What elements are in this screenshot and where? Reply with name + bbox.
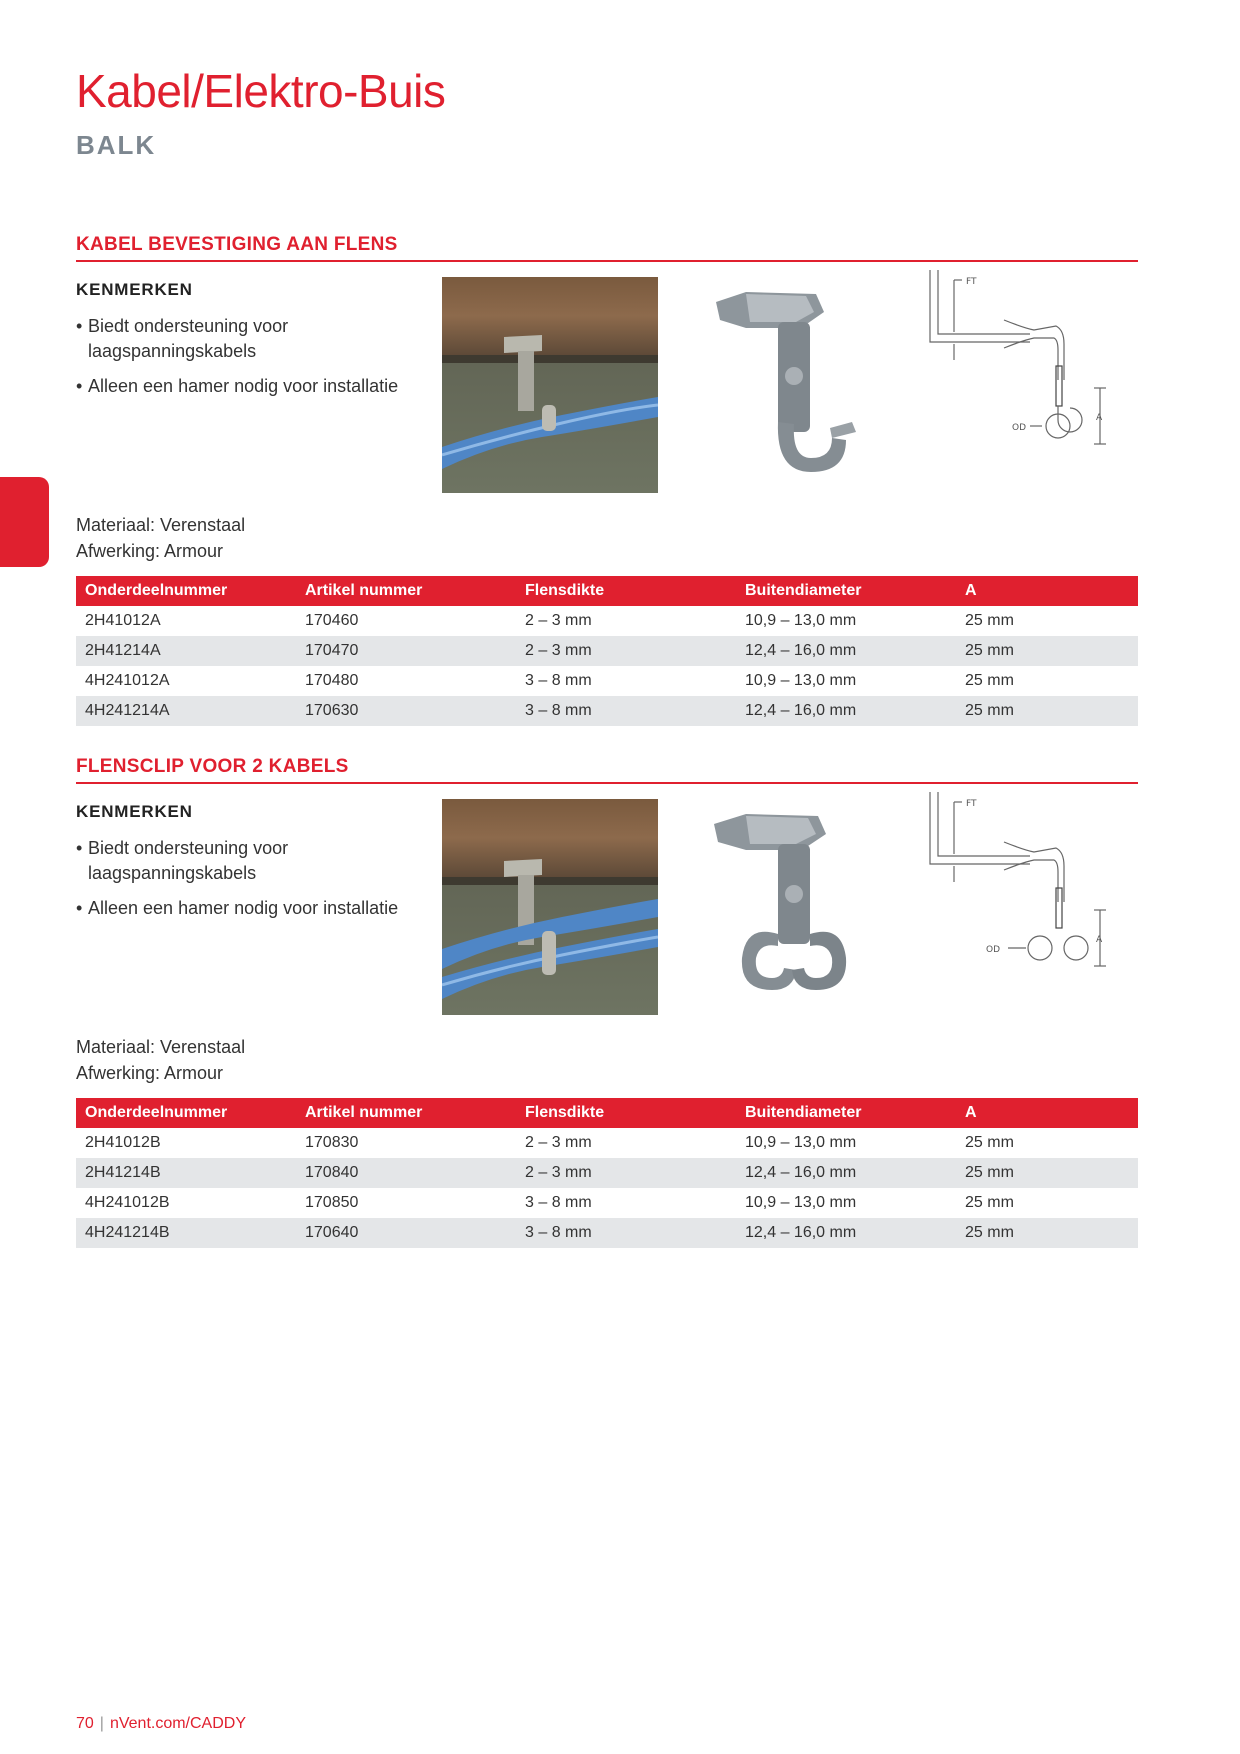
page-number: 70 — [76, 1715, 94, 1732]
table-cell: 170480 — [305, 672, 359, 689]
table-row — [76, 1128, 1138, 1158]
col-header: Flensdikte — [516, 1098, 736, 1128]
col-header: Onderdeelnummer — [76, 1098, 296, 1128]
table-cell: 2 – 3 mm — [516, 636, 736, 666]
finish-text: Afwerking: Armour — [76, 541, 224, 561]
table-cell: 170840 — [296, 1158, 516, 1188]
table-cell: 4H241012A — [85, 672, 170, 689]
installation-photo — [442, 277, 658, 493]
table-cell: 2H41214A — [76, 636, 296, 666]
table-cell: 10,9 – 13,0 mm — [745, 672, 857, 689]
table-cell: 25 mm — [956, 636, 1138, 666]
footer-link[interactable]: nVent.com/CADDY — [109, 1715, 247, 1732]
table-cell: 12,4 – 16,0 mm — [736, 636, 956, 666]
dimension-diagram — [924, 792, 1134, 992]
diagram-label-od: OD — [986, 945, 1001, 955]
table-cell: 25 mm — [956, 696, 1138, 726]
table-cell: 10,9 – 13,0 mm — [745, 1194, 857, 1211]
table-cell: 25 mm — [956, 1218, 1138, 1248]
table-cell: 12,4 – 16,0 mm — [736, 1218, 956, 1248]
page-subtitle: BALK — [76, 130, 157, 160]
diagram-label-a: A — [1096, 413, 1103, 423]
table-row — [76, 1188, 1138, 1218]
table-cell: 4H241214B — [76, 1218, 296, 1248]
table-cell: 170830 — [305, 1134, 359, 1151]
table-cell: 2 – 3 mm — [525, 612, 592, 629]
table-cell: 25 mm — [965, 1134, 1014, 1151]
material-info — [76, 512, 245, 564]
table-row — [76, 636, 1138, 666]
section-title: KABEL BEVESTIGING AAN FLENS — [76, 234, 1138, 262]
table-row — [76, 606, 1138, 636]
table-cell: 12,4 – 16,0 mm — [736, 1158, 956, 1188]
diagram-label-a: A — [1096, 935, 1103, 945]
table-cell: 3 – 8 mm — [516, 1218, 736, 1248]
table-cell: 25 mm — [965, 612, 1014, 629]
table-row — [76, 696, 1138, 726]
table-cell: 170460 — [305, 612, 359, 629]
features-block — [76, 280, 416, 409]
material-info — [76, 1034, 245, 1086]
table-cell: 10,9 – 13,0 mm — [745, 612, 857, 629]
col-header: A — [956, 576, 1138, 606]
table-cell: 3 – 8 mm — [525, 1194, 592, 1211]
side-tab-marker — [0, 477, 49, 567]
material-text: Materiaal: Verenstaal — [76, 1037, 246, 1057]
table-row — [76, 1158, 1138, 1188]
diagram-label-od: OD — [1012, 423, 1027, 433]
table-cell: 2H41012B — [85, 1134, 161, 1151]
table-cell: 170640 — [296, 1218, 516, 1248]
diagram-label-ft: FT — [966, 799, 977, 809]
spec-table — [76, 576, 1138, 726]
table-row — [76, 666, 1138, 696]
table-cell: 25 mm — [956, 1158, 1138, 1188]
table-cell: 2H41214B — [76, 1158, 296, 1188]
table-cell: 170470 — [296, 636, 516, 666]
dimension-diagram — [924, 270, 1134, 470]
footer-separator: | — [99, 1715, 104, 1732]
table-cell: 4H241214A — [76, 696, 296, 726]
col-header: Buitendiameter — [736, 1098, 956, 1128]
table-cell: 3 – 8 mm — [516, 696, 736, 726]
features-heading: KENMERKEN — [76, 280, 193, 299]
feature-item: • Biedt ondersteuning voor laagspanningskabels — [76, 314, 416, 364]
finish-text: Afwerking: Armour — [76, 1063, 224, 1083]
table-cell: 2 – 3 mm — [525, 1134, 592, 1151]
feature-item: • Alleen een hamer nodig voor installatie — [76, 374, 416, 399]
col-header: Flensdikte — [516, 576, 736, 606]
product-clip-double — [706, 794, 886, 1016]
installation-photo — [442, 799, 658, 1015]
section-flensclip — [76, 756, 1138, 1241]
table-cell: 12,4 – 16,0 mm — [736, 696, 956, 726]
table-cell: 3 – 8 mm — [525, 672, 592, 689]
page-title: Kabel/Elektro-Buis — [76, 65, 446, 117]
features-heading: KENMERKEN — [76, 802, 193, 821]
table-cell: 4H241012B — [85, 1194, 170, 1211]
page-footer — [76, 1715, 246, 1733]
spec-table — [76, 1098, 1138, 1248]
col-header: A — [956, 1098, 1138, 1128]
section-flens — [76, 234, 1138, 719]
table-cell: 2 – 3 mm — [516, 1158, 736, 1188]
diagram-label-ft: FT — [966, 277, 977, 287]
table-cell: 2H41012A — [85, 612, 161, 629]
table-cell: 10,9 – 13,0 mm — [745, 1134, 857, 1151]
col-header: Buitendiameter — [736, 576, 956, 606]
feature-item: • Alleen een hamer nodig voor installatie — [76, 896, 416, 921]
features-block — [76, 802, 416, 931]
feature-item: • Biedt ondersteuning voor laagspanningskabels — [76, 836, 416, 886]
material-text: Materiaal: Verenstaal — [76, 515, 246, 535]
section-title: FLENSCLIP VOOR 2 KABELS — [76, 756, 1138, 784]
col-header: Artikel nummer — [296, 576, 516, 606]
col-header: Artikel nummer — [296, 1098, 516, 1128]
table-cell: 170850 — [305, 1194, 359, 1211]
table-row — [76, 1218, 1138, 1248]
table-cell: 25 mm — [965, 1194, 1014, 1211]
table-cell: 25 mm — [965, 672, 1014, 689]
table-cell: 170630 — [296, 696, 516, 726]
product-clip-single — [706, 272, 886, 494]
col-header: Onderdeelnummer — [76, 576, 296, 606]
